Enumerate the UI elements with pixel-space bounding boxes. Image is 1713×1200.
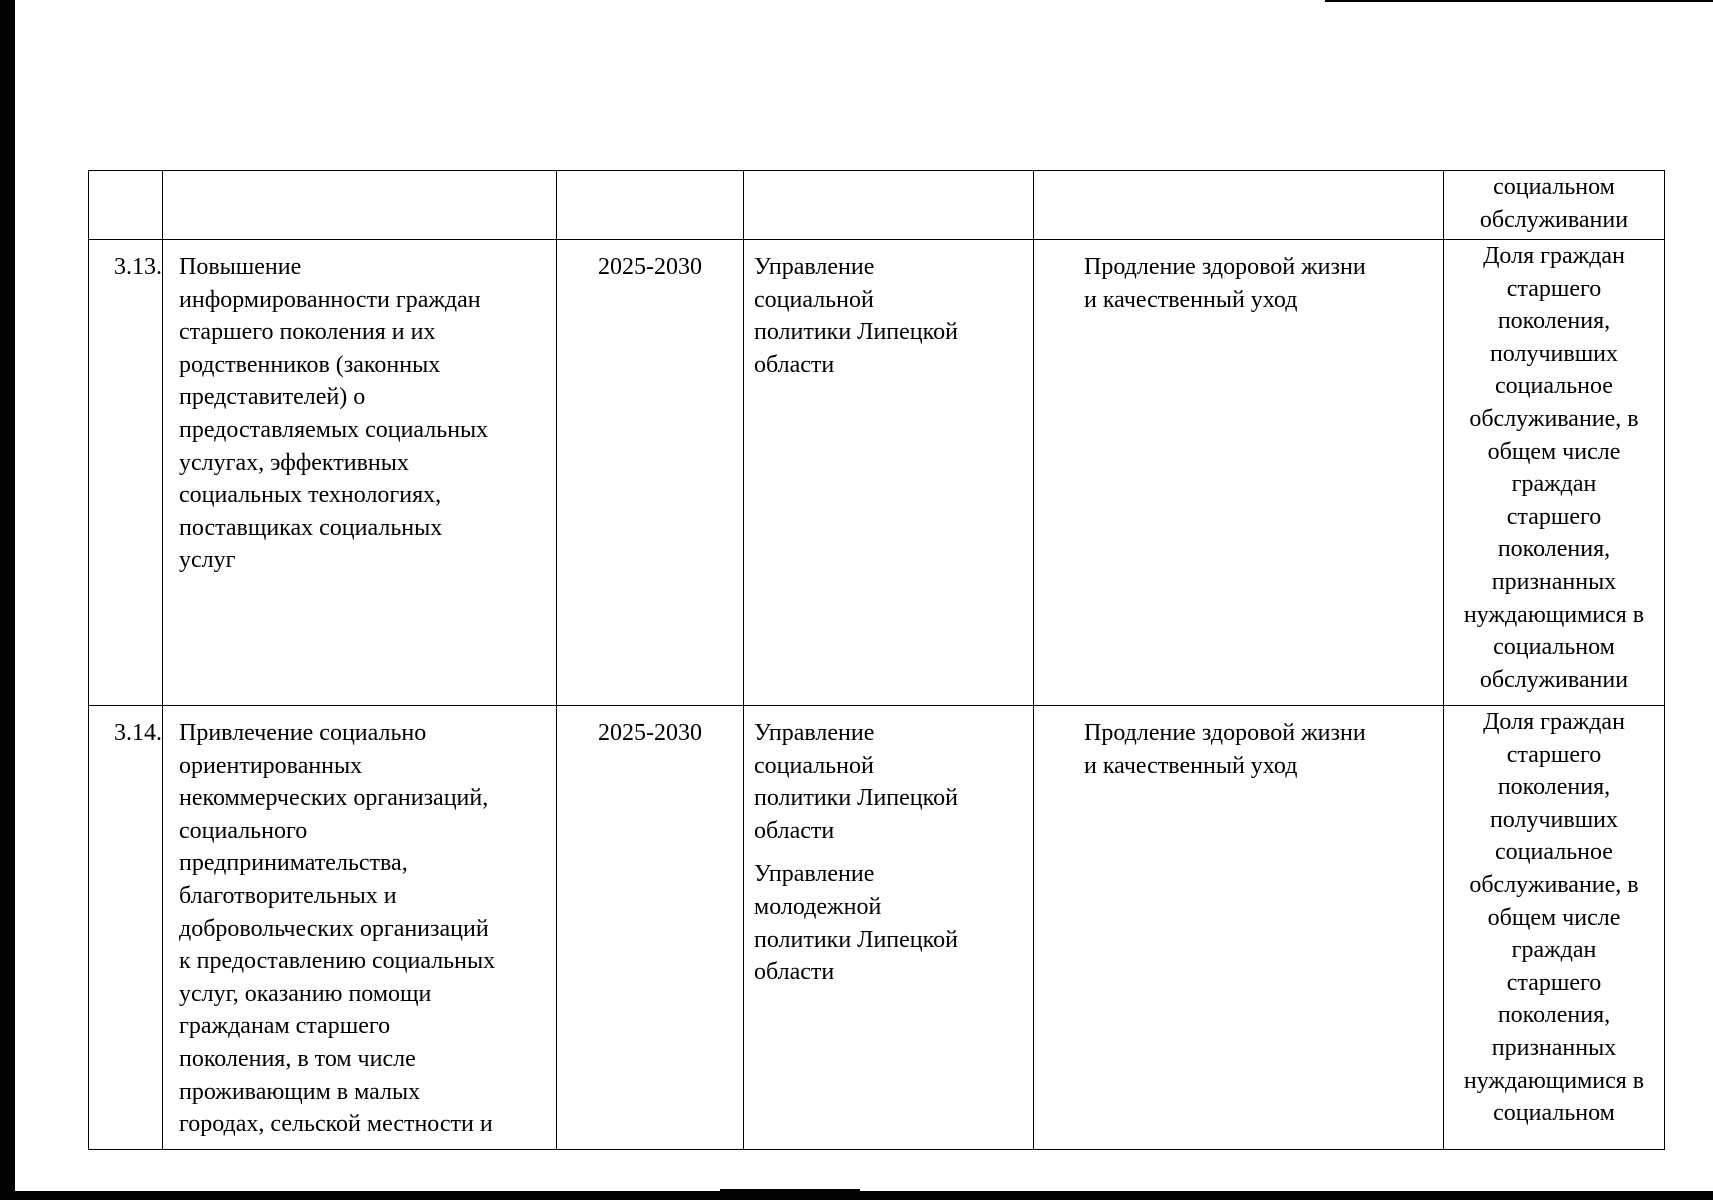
cell-number: 3.13. <box>89 240 163 706</box>
cell-responsible <box>744 706 1034 1150</box>
scan-border-left <box>0 0 15 1200</box>
cell-responsible <box>744 171 1034 240</box>
cell-result: Продление здоровой жизни и качественный уход <box>1034 706 1444 1150</box>
table-row-continuation <box>89 171 1665 240</box>
responsible-body: Управление молодежной политики Липецкой области <box>754 861 958 986</box>
cell-result: Продление здоровой жизни и качественный уход <box>1034 240 1444 706</box>
cell-indicator: Доля граждан старшего поколения, получивших социальное обслуживание, в общем числе граждан старшего поколения, признанных нуждающимися в социальном обслуживании <box>1444 240 1665 706</box>
table-row-3-14 <box>89 706 1665 1150</box>
scan-border-bottom <box>0 1191 1713 1200</box>
cell-term: 2025-2030 <box>557 706 744 1150</box>
cell-event: Привлечение социально ориентированных некоммерческих организаций, социального предпринимательства, благотворительных и добровольческих организаций к предоставлению социальных услуг, оказанию помощи гражданам старшего поколения, в том числе проживающим в малых городах, сельской местности и <box>163 706 557 1150</box>
cell-result <box>1034 171 1444 240</box>
table-row-3-13 <box>89 240 1665 706</box>
measures-table <box>88 170 1665 1150</box>
responsible-body: Управление социальной политики Липецкой области <box>754 254 958 378</box>
cell-term: 2025-2030 <box>557 240 744 706</box>
cell-event: Повышение информированности граждан старшего поколения и их родственников (законных представителей) о предоставляемых социальных услугах, эффективных социальных технологиях, поставщиках социальных услуг <box>163 240 557 706</box>
cell-indicator: Доля граждан старшего поколения, получивших социальное обслуживание, в общем числе граждан старшего поколения, признанных нуждающимися в социальном <box>1444 706 1665 1150</box>
cell-event <box>163 171 557 240</box>
cell-indicator: социальном обслуживании <box>1444 171 1665 240</box>
cell-number: 3.14. <box>89 706 163 1150</box>
scan-border-top <box>1325 0 1713 2</box>
cell-responsible <box>744 240 1034 706</box>
responsible-body: Управление социальной политики Липецкой области <box>754 720 958 844</box>
cell-number <box>89 171 163 240</box>
cell-term <box>557 171 744 240</box>
